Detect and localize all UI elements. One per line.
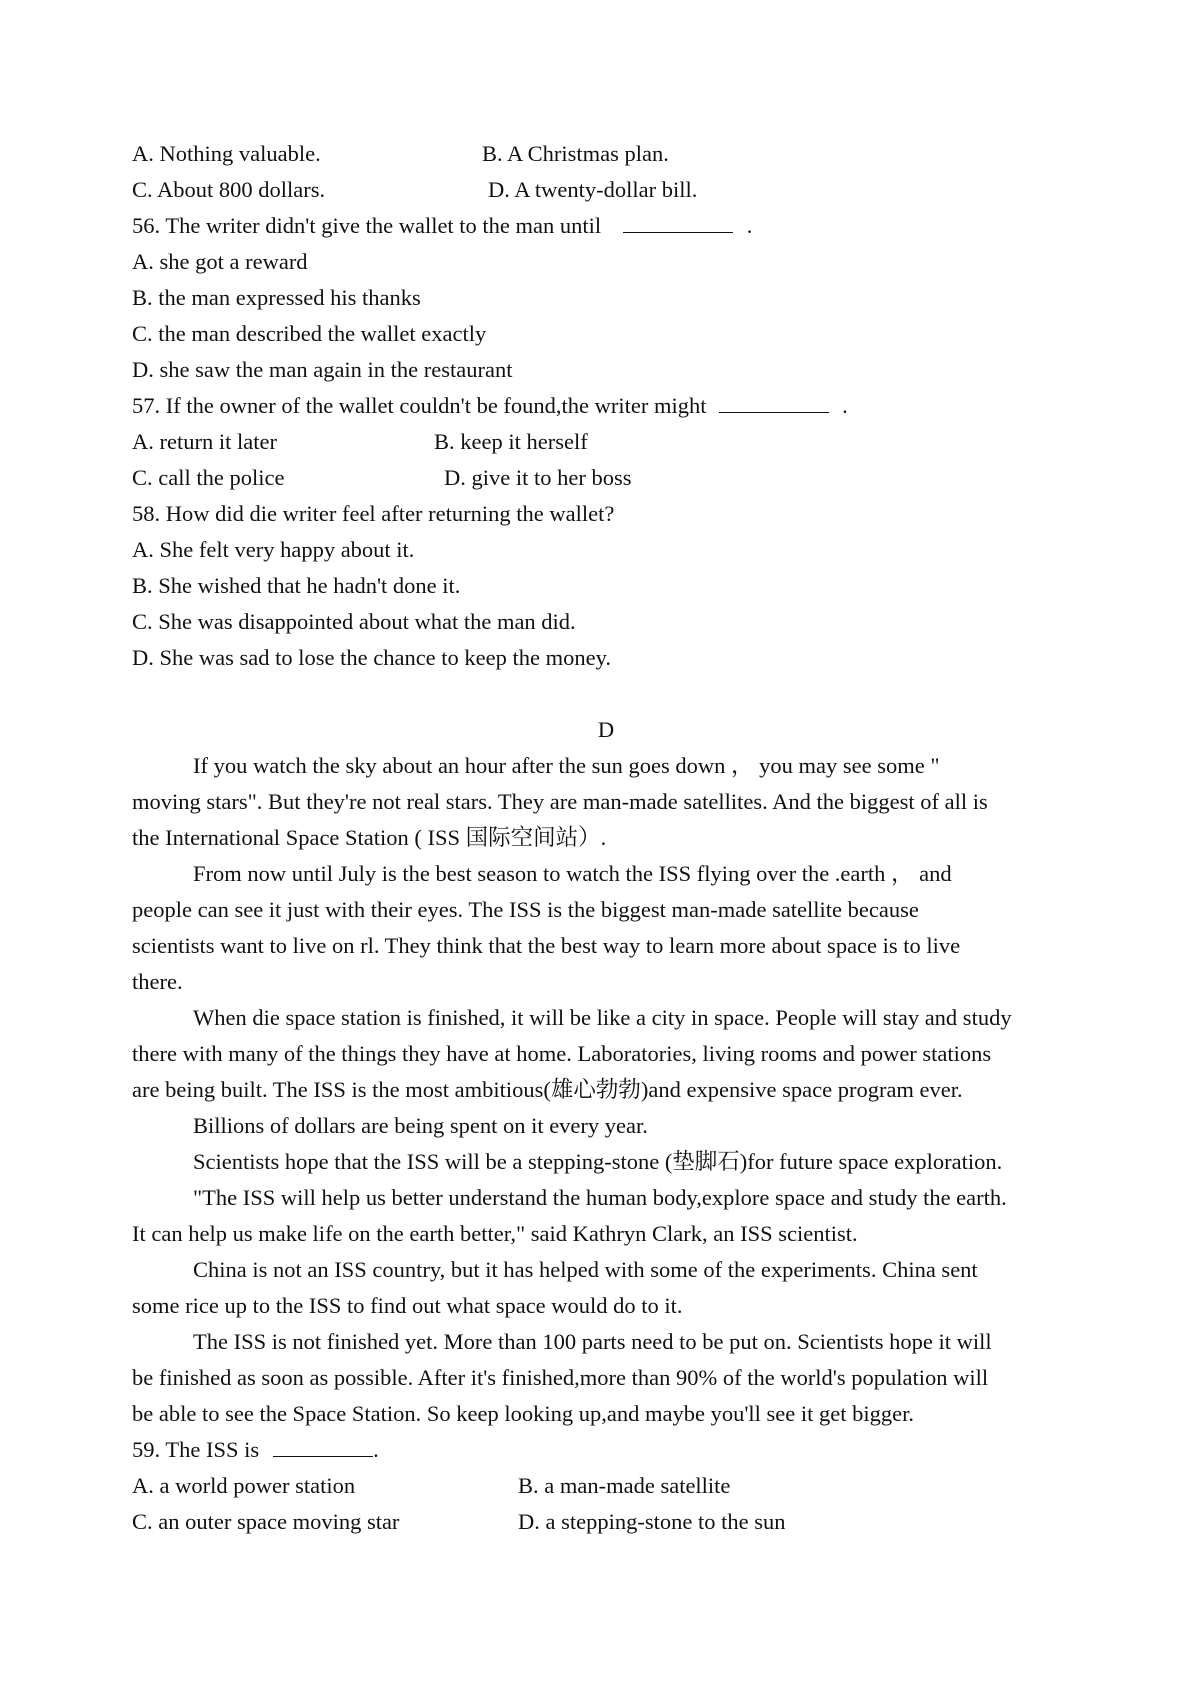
q55-options-row-2: [132, 172, 1082, 208]
q58-option-d: D. She was sad to lose the chance to keep the money.: [132, 645, 612, 670]
passage-line: there.: [132, 969, 183, 994]
q59-option-c: C. an outer space moving star: [132, 1509, 400, 1534]
q57-options-row-2: [132, 460, 1082, 496]
q58-stem: 58. How did die writer feel after returning the wallet?: [132, 501, 615, 526]
q59-options-row-1: [132, 1468, 1082, 1504]
section-d-heading: D: [597, 717, 615, 742]
passage-line: From now until July is the best season to watch the ISS flying over the .earth ， and: [193, 861, 952, 886]
passage-line: scientists want to live on rl. They think that the best way to learn more about space is to live: [132, 933, 961, 958]
q57-stem-text: 57. If the owner of the wallet couldn't be found,the writer might: [132, 393, 707, 418]
q58-option-c: C. She was disappointed about what the man did.: [132, 609, 576, 634]
q57-option-d: D. give it to her boss: [444, 465, 632, 490]
q55-option-b: B. A Christmas plan.: [482, 141, 669, 166]
q55-option-c: C. About 800 dollars.: [132, 177, 326, 202]
q56-option-d: D. she saw the man again in the restaurant: [132, 357, 513, 382]
q57-answer-blank: [719, 390, 829, 413]
q59-option-d: D. a stepping-stone to the sun: [518, 1509, 786, 1534]
q56-option-c: C. the man described the wallet exactly: [132, 321, 487, 346]
q58-option-a: A. She felt very happy about it.: [132, 537, 415, 562]
passage-line: Scientists hope that the ISS will be a stepping-stone (垫脚石)for future space exploration.: [193, 1149, 1003, 1174]
passage-line: are being built. The ISS is the most ambitious(雄心勃勃)and expensive space program ever.: [132, 1077, 963, 1102]
q56-option-b: B. the man expressed his thanks: [132, 285, 421, 310]
q58-option-b: B. She wished that he hadn't done it.: [132, 573, 461, 598]
passage-line: be able to see the Space Station. So keep looking up,and maybe you'll see it get bigger.: [132, 1401, 914, 1426]
passage-line: China is not an ISS country, but it has helped with some of the experiments. China sent: [193, 1257, 978, 1282]
q56-stem-text: 56. The writer didn't give the wallet to the man until: [132, 213, 602, 238]
q59-options-row-2: [132, 1504, 1082, 1540]
q55-option-a: A. Nothing valuable.: [132, 141, 321, 166]
q57-options-row-1: [132, 424, 1082, 460]
q59-stem-end: .: [373, 1437, 379, 1462]
q56-stem-end: .: [746, 213, 753, 238]
q56-stem: [132, 208, 1082, 244]
q59-stem-text: 59. The ISS is: [132, 1437, 260, 1462]
q59-option-b: B. a man-made satellite: [518, 1473, 731, 1498]
q57-option-a: A. return it later: [132, 429, 277, 454]
q57-stem: [132, 388, 1082, 424]
passage-line: there with many of the things they have at home. Laboratories, living rooms and power stations: [132, 1041, 992, 1066]
passage-line: It can help us make life on the earth better," said Kathryn Clark, an ISS scientist.: [132, 1221, 858, 1246]
passage-line: people can see it just with their eyes. The ISS is the biggest man-made satellite because: [132, 897, 919, 922]
exam-page: [132, 136, 1082, 1540]
passage-line: When die space station is finished, it will be like a city in space. People will stay and study: [193, 1005, 1012, 1030]
q57-option-b: B. keep it herself: [434, 429, 588, 454]
q59-answer-blank: [273, 1434, 373, 1457]
passage-line: be finished as soon as possible. After it's finished,more than 90% of the world's population will: [132, 1365, 989, 1390]
passage-line: moving stars". But they're not real stars. They are man-made satellites. And the biggest of all is: [132, 789, 988, 814]
q55-options-row-1: [132, 136, 1082, 172]
q57-option-c: C. call the police: [132, 465, 285, 490]
section-d-passage: [132, 748, 1082, 1432]
q56-answer-blank: [623, 210, 733, 233]
q56-option-a: A. she got a reward: [132, 249, 308, 274]
passage-line: The ISS is not finished yet. More than 100 parts need to be put on. Scientists hope it will: [193, 1329, 992, 1354]
passage-line: "The ISS will help us better understand the human body,explore space and study the earth.: [193, 1185, 1007, 1210]
q59-option-a: A. a world power station: [132, 1473, 356, 1498]
q55-option-d: D. A twenty-dollar bill.: [488, 177, 698, 202]
passage-line: If you watch the sky about an hour after the sun goes down ， you may see some ": [193, 753, 940, 778]
passage-line: some rice up to the ISS to find out what space would do to it.: [132, 1293, 683, 1318]
q59-stem: [132, 1432, 1082, 1468]
q57-stem-end: .: [842, 393, 848, 418]
passage-line: the International Space Station ( ISS 国际空间站）.: [132, 825, 607, 850]
passage-line: Billions of dollars are being spent on it every year.: [193, 1113, 648, 1138]
section-spacer: [132, 676, 1082, 712]
